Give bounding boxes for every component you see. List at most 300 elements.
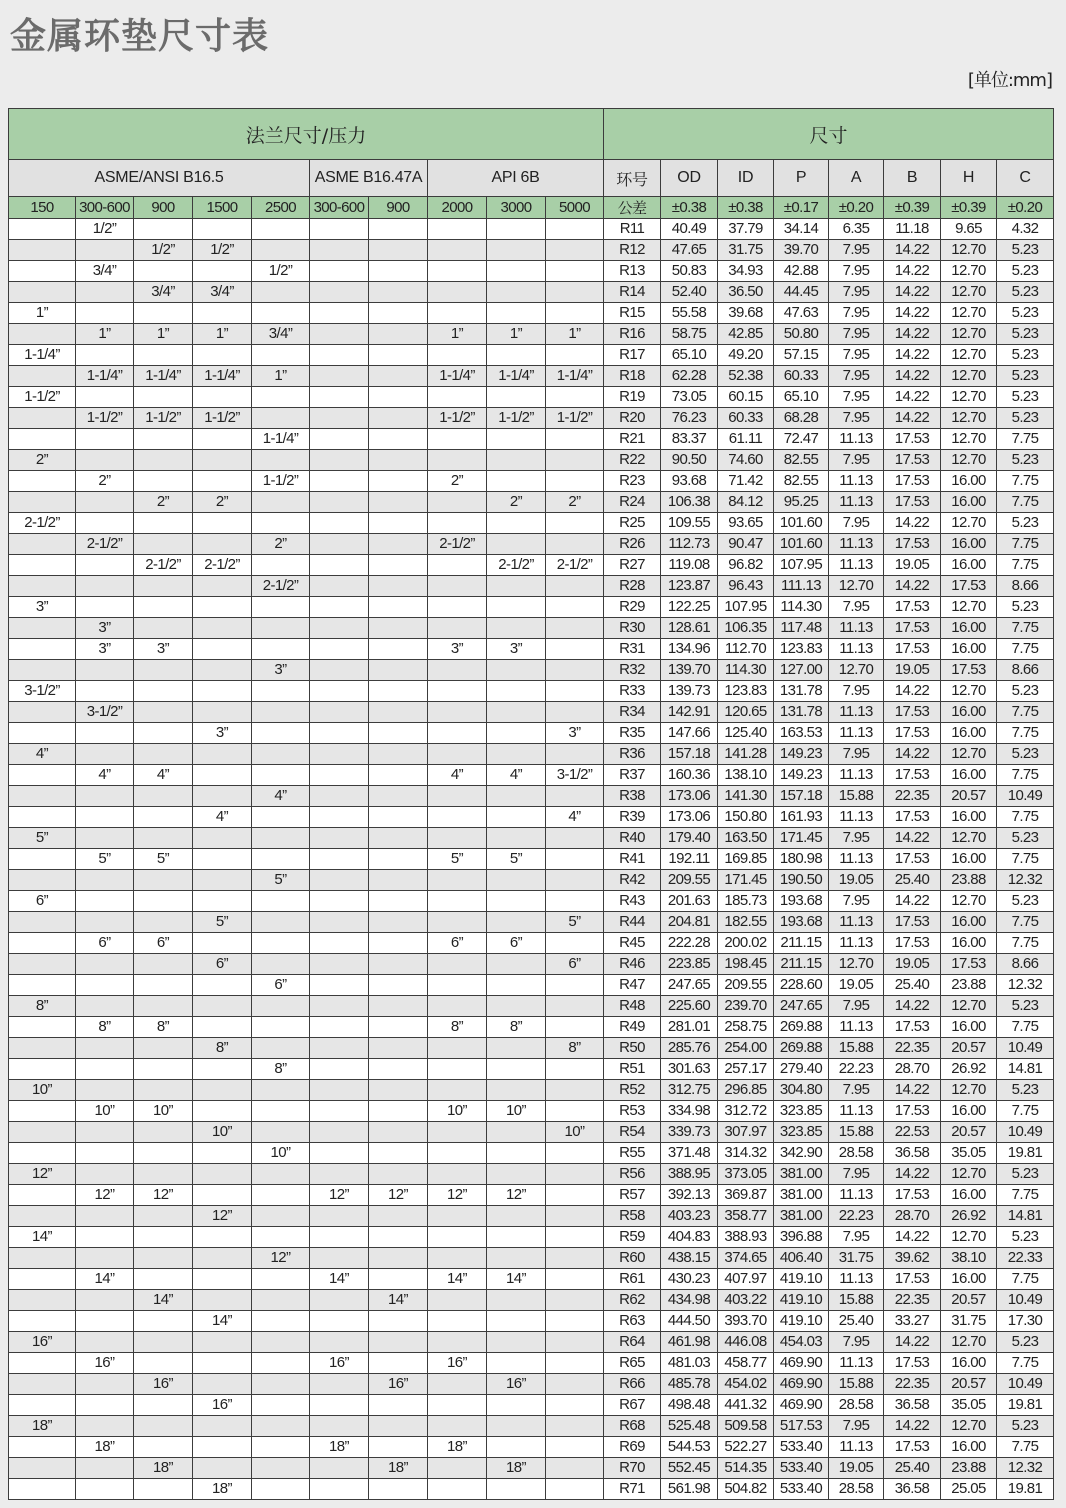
- cell-size-b1647a-300-600: [310, 639, 369, 660]
- cell-size-api-2000: [428, 1479, 487, 1500]
- cell-size-api-2000: [428, 345, 487, 366]
- cell-od: 225.60: [661, 996, 718, 1017]
- cell-p: 304.80: [774, 1080, 829, 1101]
- cell-size-api-3000: [487, 1248, 546, 1269]
- cell-size-900: [134, 1248, 193, 1269]
- cell-size-b1647a-300-600: [310, 1479, 369, 1500]
- cell-size-b1647a-300-600: [310, 1101, 369, 1122]
- cell-size-api-5000: [546, 1395, 604, 1416]
- table-row: [9, 1395, 1054, 1416]
- cell-size-b1647a-300-600: [310, 849, 369, 870]
- cell-od: 65.10: [661, 345, 718, 366]
- cell-ring-no: R49: [604, 1017, 661, 1038]
- cell-size-api-2000: [428, 723, 487, 744]
- cell-id: 393.70: [718, 1311, 774, 1332]
- cell-size-150: [9, 1122, 76, 1143]
- cell-size-900: [134, 534, 193, 555]
- cell-size-api-5000: [546, 1143, 604, 1164]
- cell-size-300-600: 1-1/2”: [76, 408, 134, 429]
- cell-p: 381.00: [774, 1185, 829, 1206]
- cell-od: 73.05: [661, 387, 718, 408]
- cell-h: 12.70: [941, 408, 997, 429]
- cell-c: 5.23: [997, 828, 1054, 849]
- cell-ring-no: R42: [604, 870, 661, 891]
- cell-a: 12.70: [829, 660, 884, 681]
- cell-id: 454.02: [718, 1374, 774, 1395]
- cell-size-900: 3”: [134, 639, 193, 660]
- cell-size-api-2000: 3”: [428, 639, 487, 660]
- cell-p: 419.10: [774, 1311, 829, 1332]
- cell-id: 182.55: [718, 912, 774, 933]
- cell-size-api-3000: [487, 1164, 546, 1185]
- cell-h: 17.53: [941, 660, 997, 681]
- dim-header-od: OD: [661, 160, 718, 197]
- cell-b: 17.53: [884, 429, 941, 450]
- cell-h: 17.53: [941, 954, 997, 975]
- table-row: [9, 429, 1054, 450]
- cell-size-150: [9, 1185, 76, 1206]
- cell-size-api-3000: [487, 240, 546, 261]
- cell-ring-no: R71: [604, 1479, 661, 1500]
- cell-size-api-3000: [487, 219, 546, 240]
- cell-size-b1647a-300-600: [310, 702, 369, 723]
- cell-size-150: 10”: [9, 1080, 76, 1101]
- table-row: [9, 1479, 1054, 1500]
- cell-size-1500: [193, 1290, 252, 1311]
- cell-size-api-3000: 14”: [487, 1269, 546, 1290]
- cell-size-api-2000: 10”: [428, 1101, 487, 1122]
- cell-size-b1647a-300-600: [310, 1017, 369, 1038]
- cell-size-b1647a-300-600: [310, 1311, 369, 1332]
- cell-a: 11.13: [829, 534, 884, 555]
- cell-h: 20.57: [941, 1374, 997, 1395]
- cell-b: 17.53: [884, 471, 941, 492]
- cell-a: 11.13: [829, 912, 884, 933]
- cell-size-2500: [252, 1353, 310, 1374]
- cell-size-150: [9, 702, 76, 723]
- cell-size-300-600: 2”: [76, 471, 134, 492]
- cell-ring-no: R20: [604, 408, 661, 429]
- cell-ring-no: R51: [604, 1059, 661, 1080]
- cell-size-2500: [252, 681, 310, 702]
- table-row: [9, 261, 1054, 282]
- cell-size-b1647a-900: [369, 597, 428, 618]
- cell-b: 14.22: [884, 345, 941, 366]
- cell-a: 7.95: [829, 303, 884, 324]
- cell-size-b1647a-300-600: 12”: [310, 1185, 369, 1206]
- table-row: [9, 492, 1054, 513]
- cell-size-api-5000: [546, 261, 604, 282]
- cell-size-api-2000: [428, 954, 487, 975]
- cell-size-2500: [252, 1416, 310, 1437]
- cell-size-b1647a-300-600: [310, 1248, 369, 1269]
- cell-id: 112.70: [718, 639, 774, 660]
- cell-size-1500: [193, 618, 252, 639]
- standard-api-6b: API 6B: [428, 160, 604, 197]
- cell-size-api-3000: [487, 387, 546, 408]
- table-row: [9, 765, 1054, 786]
- cell-a: 19.05: [829, 1458, 884, 1479]
- cell-a: 7.95: [829, 996, 884, 1017]
- cell-size-api-2000: [428, 219, 487, 240]
- cell-size-900: [134, 702, 193, 723]
- cell-size-b1647a-900: [369, 1416, 428, 1437]
- cell-size-api-2000: [428, 702, 487, 723]
- cell-size-2500: [252, 807, 310, 828]
- cell-od: 157.18: [661, 744, 718, 765]
- cell-size-2500: [252, 345, 310, 366]
- cell-p: 533.40: [774, 1458, 829, 1479]
- cell-h: 12.70: [941, 681, 997, 702]
- cell-c: 4.32: [997, 219, 1054, 240]
- cell-od: 50.83: [661, 261, 718, 282]
- cell-h: 35.05: [941, 1395, 997, 1416]
- cell-id: 312.72: [718, 1101, 774, 1122]
- cell-od: 388.95: [661, 1164, 718, 1185]
- cell-size-150: [9, 933, 76, 954]
- cell-size-api-5000: [546, 996, 604, 1017]
- cell-size-900: [134, 1143, 193, 1164]
- cell-a: 12.70: [829, 954, 884, 975]
- cell-size-api-5000: [546, 849, 604, 870]
- table-row: [9, 1059, 1054, 1080]
- cell-size-300-600: [76, 1248, 134, 1269]
- cell-size-300-600: 4”: [76, 765, 134, 786]
- cell-id: 446.08: [718, 1332, 774, 1353]
- cell-size-900: 6”: [134, 933, 193, 954]
- cell-size-api-5000: [546, 219, 604, 240]
- cell-od: 93.68: [661, 471, 718, 492]
- cell-size-900: [134, 1332, 193, 1353]
- cell-size-api-5000: 2-1/2”: [546, 555, 604, 576]
- cell-size-api-2000: [428, 744, 487, 765]
- class-header: 5000: [546, 197, 604, 219]
- cell-size-2500: 2-1/2”: [252, 576, 310, 597]
- cell-size-900: [134, 471, 193, 492]
- cell-size-api-5000: [546, 240, 604, 261]
- cell-size-2500: [252, 618, 310, 639]
- cell-size-api-3000: [487, 660, 546, 681]
- cell-ring-no: R31: [604, 639, 661, 660]
- cell-size-api-2000: [428, 429, 487, 450]
- cell-p: 323.85: [774, 1122, 829, 1143]
- cell-a: 28.58: [829, 1479, 884, 1500]
- cell-size-150: [9, 1017, 76, 1038]
- cell-id: 169.85: [718, 849, 774, 870]
- cell-size-b1647a-900: [369, 555, 428, 576]
- cell-p: 211.15: [774, 954, 829, 975]
- cell-od: 444.50: [661, 1311, 718, 1332]
- cell-id: 239.70: [718, 996, 774, 1017]
- cell-c: 7.75: [997, 1353, 1054, 1374]
- class-header: 300-600: [76, 197, 134, 219]
- cell-a: 25.40: [829, 1311, 884, 1332]
- cell-size-b1647a-900: [369, 933, 428, 954]
- cell-size-300-600: [76, 891, 134, 912]
- cell-size-900: [134, 660, 193, 681]
- cell-b: 14.22: [884, 576, 941, 597]
- cell-h: 12.70: [941, 1227, 997, 1248]
- cell-od: 40.49: [661, 219, 718, 240]
- cell-od: 52.40: [661, 282, 718, 303]
- cell-ring-no: R19: [604, 387, 661, 408]
- cell-size-900: [134, 219, 193, 240]
- cell-size-150: [9, 975, 76, 996]
- cell-size-2500: [252, 1458, 310, 1479]
- cell-h: 16.00: [941, 933, 997, 954]
- cell-h: 26.92: [941, 1206, 997, 1227]
- cell-size-b1647a-900: [369, 681, 428, 702]
- cell-size-1500: 1/2”: [193, 240, 252, 261]
- cell-size-api-3000: [487, 681, 546, 702]
- cell-size-b1647a-900: [369, 1143, 428, 1164]
- cell-id: 36.50: [718, 282, 774, 303]
- cell-c: 5.23: [997, 345, 1054, 366]
- cell-size-900: [134, 1038, 193, 1059]
- cell-a: 7.95: [829, 387, 884, 408]
- cell-b: 25.40: [884, 1458, 941, 1479]
- cell-id: 185.73: [718, 891, 774, 912]
- cell-ring-no: R21: [604, 429, 661, 450]
- cell-size-b1647a-300-600: [310, 933, 369, 954]
- cell-id: 198.45: [718, 954, 774, 975]
- cell-size-2500: [252, 1374, 310, 1395]
- cell-size-300-600: [76, 786, 134, 807]
- cell-od: 404.83: [661, 1227, 718, 1248]
- cell-size-150: 14”: [9, 1227, 76, 1248]
- cell-h: 12.70: [941, 1164, 997, 1185]
- cell-size-api-2000: [428, 1374, 487, 1395]
- cell-size-300-600: [76, 807, 134, 828]
- cell-size-2500: [252, 1206, 310, 1227]
- cell-size-1500: [193, 996, 252, 1017]
- cell-h: 12.70: [941, 387, 997, 408]
- cell-a: 7.95: [829, 1080, 884, 1101]
- class-header: 150: [9, 197, 76, 219]
- cell-size-300-600: [76, 1311, 134, 1332]
- cell-size-api-2000: [428, 1122, 487, 1143]
- cell-size-api-5000: [546, 471, 604, 492]
- cell-c: 19.81: [997, 1479, 1054, 1500]
- cell-p: 396.88: [774, 1227, 829, 1248]
- cell-size-2500: [252, 1290, 310, 1311]
- cell-size-150: [9, 1248, 76, 1269]
- cell-b: 17.53: [884, 639, 941, 660]
- cell-b: 14.22: [884, 681, 941, 702]
- cell-size-1500: [193, 387, 252, 408]
- cell-size-api-5000: [546, 870, 604, 891]
- cell-size-b1647a-300-600: [310, 387, 369, 408]
- cell-size-300-600: [76, 1395, 134, 1416]
- cell-od: 160.36: [661, 765, 718, 786]
- cell-size-2500: [252, 282, 310, 303]
- cell-id: 373.05: [718, 1164, 774, 1185]
- dim-header-a: A: [829, 160, 884, 197]
- cell-size-900: [134, 744, 193, 765]
- cell-b: 19.05: [884, 660, 941, 681]
- cell-c: 7.75: [997, 765, 1054, 786]
- cell-size-b1647a-900: [369, 1248, 428, 1269]
- cell-ring-no: R45: [604, 933, 661, 954]
- cell-size-api-5000: [546, 576, 604, 597]
- cell-size-1500: [193, 1437, 252, 1458]
- cell-size-api-5000: [546, 1353, 604, 1374]
- cell-ring-no: R15: [604, 303, 661, 324]
- cell-size-1500: 2”: [193, 492, 252, 513]
- cell-h: 12.70: [941, 345, 997, 366]
- cell-size-api-2000: [428, 660, 487, 681]
- cell-size-b1647a-300-600: [310, 513, 369, 534]
- cell-size-150: [9, 639, 76, 660]
- cell-a: 7.95: [829, 513, 884, 534]
- cell-h: 23.88: [941, 870, 997, 891]
- cell-id: 106.35: [718, 618, 774, 639]
- cell-size-150: [9, 1479, 76, 1500]
- cell-size-b1647a-900: [369, 282, 428, 303]
- cell-size-b1647a-300-600: [310, 681, 369, 702]
- cell-c: 10.49: [997, 786, 1054, 807]
- cell-size-api-5000: [546, 1206, 604, 1227]
- cell-size-150: 5”: [9, 828, 76, 849]
- cell-od: 112.73: [661, 534, 718, 555]
- cell-size-api-3000: [487, 1332, 546, 1353]
- cell-h: 12.70: [941, 828, 997, 849]
- cell-size-900: [134, 1227, 193, 1248]
- cell-ring-no: R57: [604, 1185, 661, 1206]
- cell-size-api-3000: [487, 471, 546, 492]
- cell-size-2500: [252, 1395, 310, 1416]
- cell-size-300-600: [76, 576, 134, 597]
- table-row: [9, 1185, 1054, 1206]
- cell-c: 8.66: [997, 954, 1054, 975]
- cell-ring-no: R70: [604, 1458, 661, 1479]
- cell-od: 142.91: [661, 702, 718, 723]
- cell-size-1500: 5”: [193, 912, 252, 933]
- cell-size-api-3000: 12”: [487, 1185, 546, 1206]
- cell-size-b1647a-300-600: [310, 1164, 369, 1185]
- cell-p: 419.10: [774, 1269, 829, 1290]
- cell-size-b1647a-900: [369, 345, 428, 366]
- cell-size-b1647a-900: [369, 1311, 428, 1332]
- cell-size-b1647a-300-600: [310, 1395, 369, 1416]
- table-row: [9, 786, 1054, 807]
- cell-size-b1647a-900: [369, 1122, 428, 1143]
- cell-size-2500: [252, 387, 310, 408]
- cell-p: 454.03: [774, 1332, 829, 1353]
- cell-size-b1647a-900: 12”: [369, 1185, 428, 1206]
- cell-size-150: [9, 1269, 76, 1290]
- cell-od: 192.11: [661, 849, 718, 870]
- cell-size-api-5000: 1”: [546, 324, 604, 345]
- dim-header-c: C: [997, 160, 1054, 197]
- cell-ring-no: R34: [604, 702, 661, 723]
- cell-size-b1647a-900: [369, 807, 428, 828]
- cell-b: 14.22: [884, 744, 941, 765]
- cell-ring-no: R37: [604, 765, 661, 786]
- cell-size-900: [134, 576, 193, 597]
- cell-p: 419.10: [774, 1290, 829, 1311]
- cell-size-api-3000: [487, 702, 546, 723]
- table-row: [9, 849, 1054, 870]
- cell-c: 5.23: [997, 450, 1054, 471]
- cell-size-150: [9, 240, 76, 261]
- cell-a: 11.13: [829, 807, 884, 828]
- cell-size-900: [134, 828, 193, 849]
- cell-size-900: 1”: [134, 324, 193, 345]
- cell-size-1500: [193, 975, 252, 996]
- cell-size-300-600: [76, 1143, 134, 1164]
- cell-h: 12.70: [941, 1332, 997, 1353]
- cell-size-900: [134, 261, 193, 282]
- cell-od: 434.98: [661, 1290, 718, 1311]
- cell-size-api-5000: [546, 1059, 604, 1080]
- cell-a: 31.75: [829, 1248, 884, 1269]
- cell-size-900: 2”: [134, 492, 193, 513]
- cell-size-api-5000: [546, 975, 604, 996]
- cell-h: 16.00: [941, 639, 997, 660]
- cell-ring-no: R25: [604, 513, 661, 534]
- cell-size-150: [9, 1038, 76, 1059]
- cell-size-b1647a-300-600: [310, 765, 369, 786]
- cell-od: 55.58: [661, 303, 718, 324]
- cell-a: 7.95: [829, 681, 884, 702]
- cell-p: 161.93: [774, 807, 829, 828]
- cell-h: 25.05: [941, 1479, 997, 1500]
- cell-size-b1647a-900: [369, 450, 428, 471]
- cell-size-150: 1-1/4”: [9, 345, 76, 366]
- cell-id: 39.68: [718, 303, 774, 324]
- cell-size-300-600: [76, 282, 134, 303]
- cell-size-150: [9, 366, 76, 387]
- cell-od: 222.28: [661, 933, 718, 954]
- cell-p: 111.13: [774, 576, 829, 597]
- cell-size-2500: [252, 1038, 310, 1059]
- cell-size-b1647a-300-600: [310, 1059, 369, 1080]
- cell-c: 7.75: [997, 912, 1054, 933]
- cell-size-900: [134, 1437, 193, 1458]
- cell-size-api-5000: [546, 429, 604, 450]
- cell-a: 15.88: [829, 1374, 884, 1395]
- cell-size-2500: [252, 828, 310, 849]
- cell-h: 12.70: [941, 429, 997, 450]
- ring-gasket-size-table: [8, 108, 1054, 1500]
- cell-p: 101.60: [774, 513, 829, 534]
- tolerance-label: 公差: [604, 197, 661, 219]
- cell-size-150: [9, 765, 76, 786]
- cell-size-b1647a-900: [369, 744, 428, 765]
- cell-id: 74.60: [718, 450, 774, 471]
- cell-size-1500: [193, 933, 252, 954]
- cell-size-300-600: [76, 1059, 134, 1080]
- cell-size-1500: [193, 303, 252, 324]
- cell-size-b1647a-900: 14”: [369, 1290, 428, 1311]
- table-row: [9, 324, 1054, 345]
- cell-size-2500: [252, 1080, 310, 1101]
- cell-size-api-2000: [428, 996, 487, 1017]
- cell-size-b1647a-900: [369, 660, 428, 681]
- cell-size-2500: [252, 450, 310, 471]
- table-row: [9, 1374, 1054, 1395]
- cell-size-1500: [193, 261, 252, 282]
- cell-size-api-3000: [487, 450, 546, 471]
- cell-size-api-2000: 1-1/2”: [428, 408, 487, 429]
- cell-size-api-5000: [546, 1332, 604, 1353]
- cell-p: 131.78: [774, 681, 829, 702]
- cell-b: 25.40: [884, 870, 941, 891]
- cell-size-900: [134, 1269, 193, 1290]
- cell-p: 533.40: [774, 1479, 829, 1500]
- cell-p: 47.63: [774, 303, 829, 324]
